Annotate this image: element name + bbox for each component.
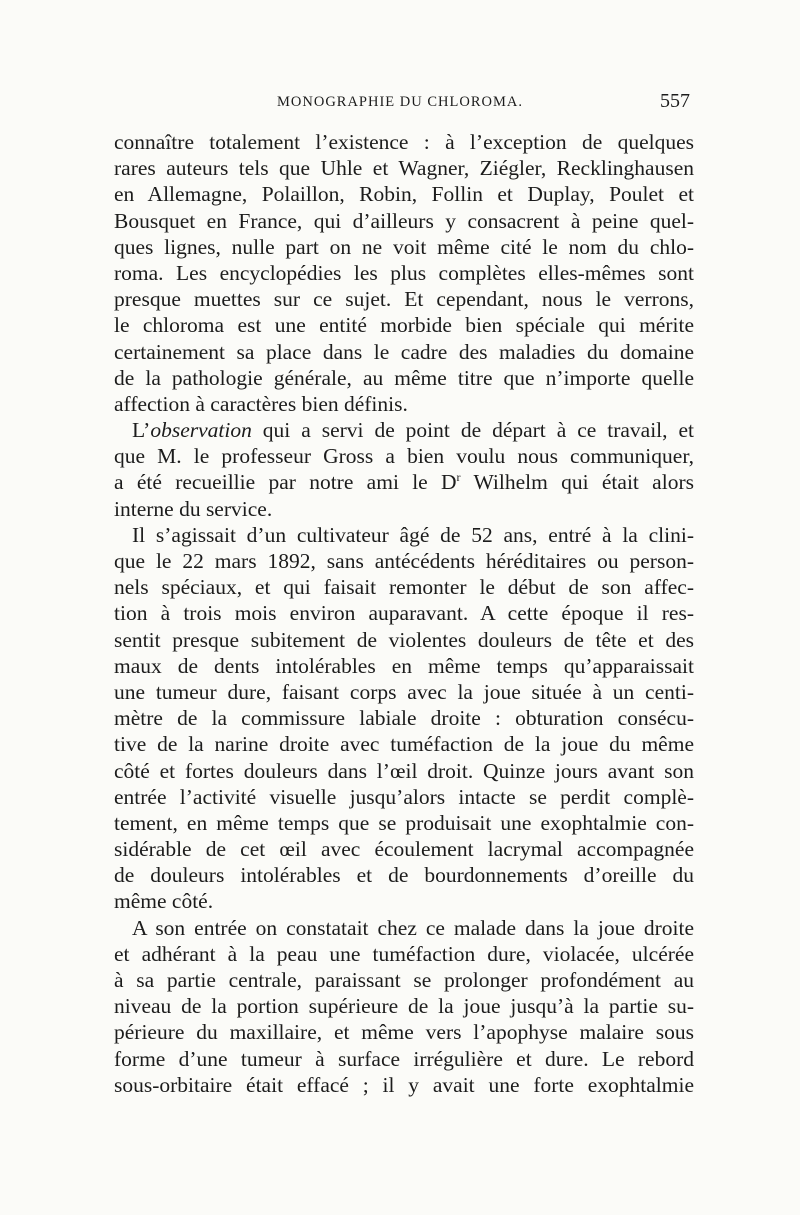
text-line: en Allemagne, Polaillon, Robin, Follin et Duplay, Poulet et — [114, 182, 694, 207]
running-title: MONOGRAPHIE DU CHLOROMA. — [277, 94, 523, 110]
page-number: 557 — [660, 90, 690, 112]
text-fragment: qui a servi de point de départ à ce travail, et — [251, 418, 694, 443]
text-line: sous-orbitaire était effacé ; il y avait une forte exophtalmie — [114, 1072, 694, 1097]
text-line: affection à caractères bien définis. — [114, 391, 408, 416]
text-line: de la pathologie générale, au même titre que n’importe quelle — [114, 365, 694, 390]
text-line: à sa partie centrale, paraissant se prolonger profondément au — [114, 968, 694, 992]
text-line: rares auteurs tels que Uhle et Wagner, Ziégler, Recklinghausen — [114, 156, 694, 181]
text-line: roma. Les encyclopédies les plus complètes elles-mêmes sont — [114, 260, 694, 285]
text-line: une tumeur dure, faisant corps avec la joue située à un centi- — [114, 679, 694, 704]
text-line: le chloroma est une entité morbide bien spéciale qui mérite — [114, 313, 694, 338]
text-line: A son entrée on constatait chez ce malade dans la joue droite — [132, 915, 694, 940]
text-line: forme d’une tumeur à surface irrégulière et dure. Le rebord — [114, 1046, 694, 1071]
text-line: nels spéciaux, et qui faisait remonter le début de son affec- — [114, 575, 694, 600]
text-fragment: L’ — [132, 418, 151, 443]
text-line: mètre de la commissure labiale droite : obturation consécu- — [114, 706, 694, 731]
body-text — [114, 129, 694, 1098]
italic-term: observation — [150, 418, 252, 443]
text-line: presque muettes sur ce sujet. Et cependant, nous le verrons, — [114, 287, 694, 312]
text-line: sentit presque subitement de violentes douleurs de tête et des — [114, 627, 694, 652]
text-line: Bousquet en France, qui d’ailleurs y consacrent à peine quel- — [114, 208, 694, 233]
text-line: ques lignes, nulle part on ne voit même cité le nom du chlo- — [114, 234, 694, 259]
text-line: tive de la narine droite avec tuméfaction de la joue du même — [114, 732, 694, 757]
text-line — [114, 469, 694, 495]
text-line: tion à trois mois environ auparavant. A cette époque il res- — [114, 601, 694, 626]
text-line: niveau de la portion supérieure de la joue jusqu’à la partie su- — [114, 994, 694, 1019]
superscript: r — [456, 470, 461, 485]
text-line: et adhérant à la peau une tuméfaction dure, violacée, ulcérée — [114, 941, 694, 966]
text-line: tement, en même temps que se produisait une exophtalmie con- — [114, 810, 694, 835]
text-line: même côté. — [114, 889, 214, 914]
text-line: entrée l’activité visuelle jusqu’alors intacte se perdit complè- — [114, 784, 694, 809]
text-line: côté et fortes douleurs dans l’œil droit. Quinze jours avant son — [114, 758, 694, 783]
text-line: connaître totalement l’existence : à l’exception de quelques — [114, 130, 694, 154]
text-line: de douleurs intolérables et de bourdonnements d’oreille du — [114, 863, 694, 888]
running-head — [110, 90, 690, 120]
text-line: certainement sa place dans le cadre des maladies du domaine — [114, 339, 694, 364]
text-line: interne du service. — [114, 496, 273, 521]
text-line: que M. le professeur Gross a bien voulu nous communiquer, — [114, 444, 694, 469]
text-line: périeure du maxillaire, et même vers l’apophyse malaire sous — [114, 1020, 694, 1045]
text-fragment: Wilhelm qui était alors — [460, 470, 694, 495]
text-line — [114, 417, 694, 443]
text-line: maux de dents intolérables en même temps qu’apparaissait — [114, 653, 694, 678]
text-line: que le 22 mars 1892, sans antécédents héréditaires ou person- — [114, 549, 694, 573]
text-line: sidérable de cet œil avec écoulement lacrymal accompagnée — [114, 837, 694, 862]
text-line: Il s’agissait d’un cultivateur âgé de 52 ans, entré à la clini- — [132, 522, 694, 547]
text-fragment: a été recueillie par notre ami le D — [114, 470, 457, 495]
